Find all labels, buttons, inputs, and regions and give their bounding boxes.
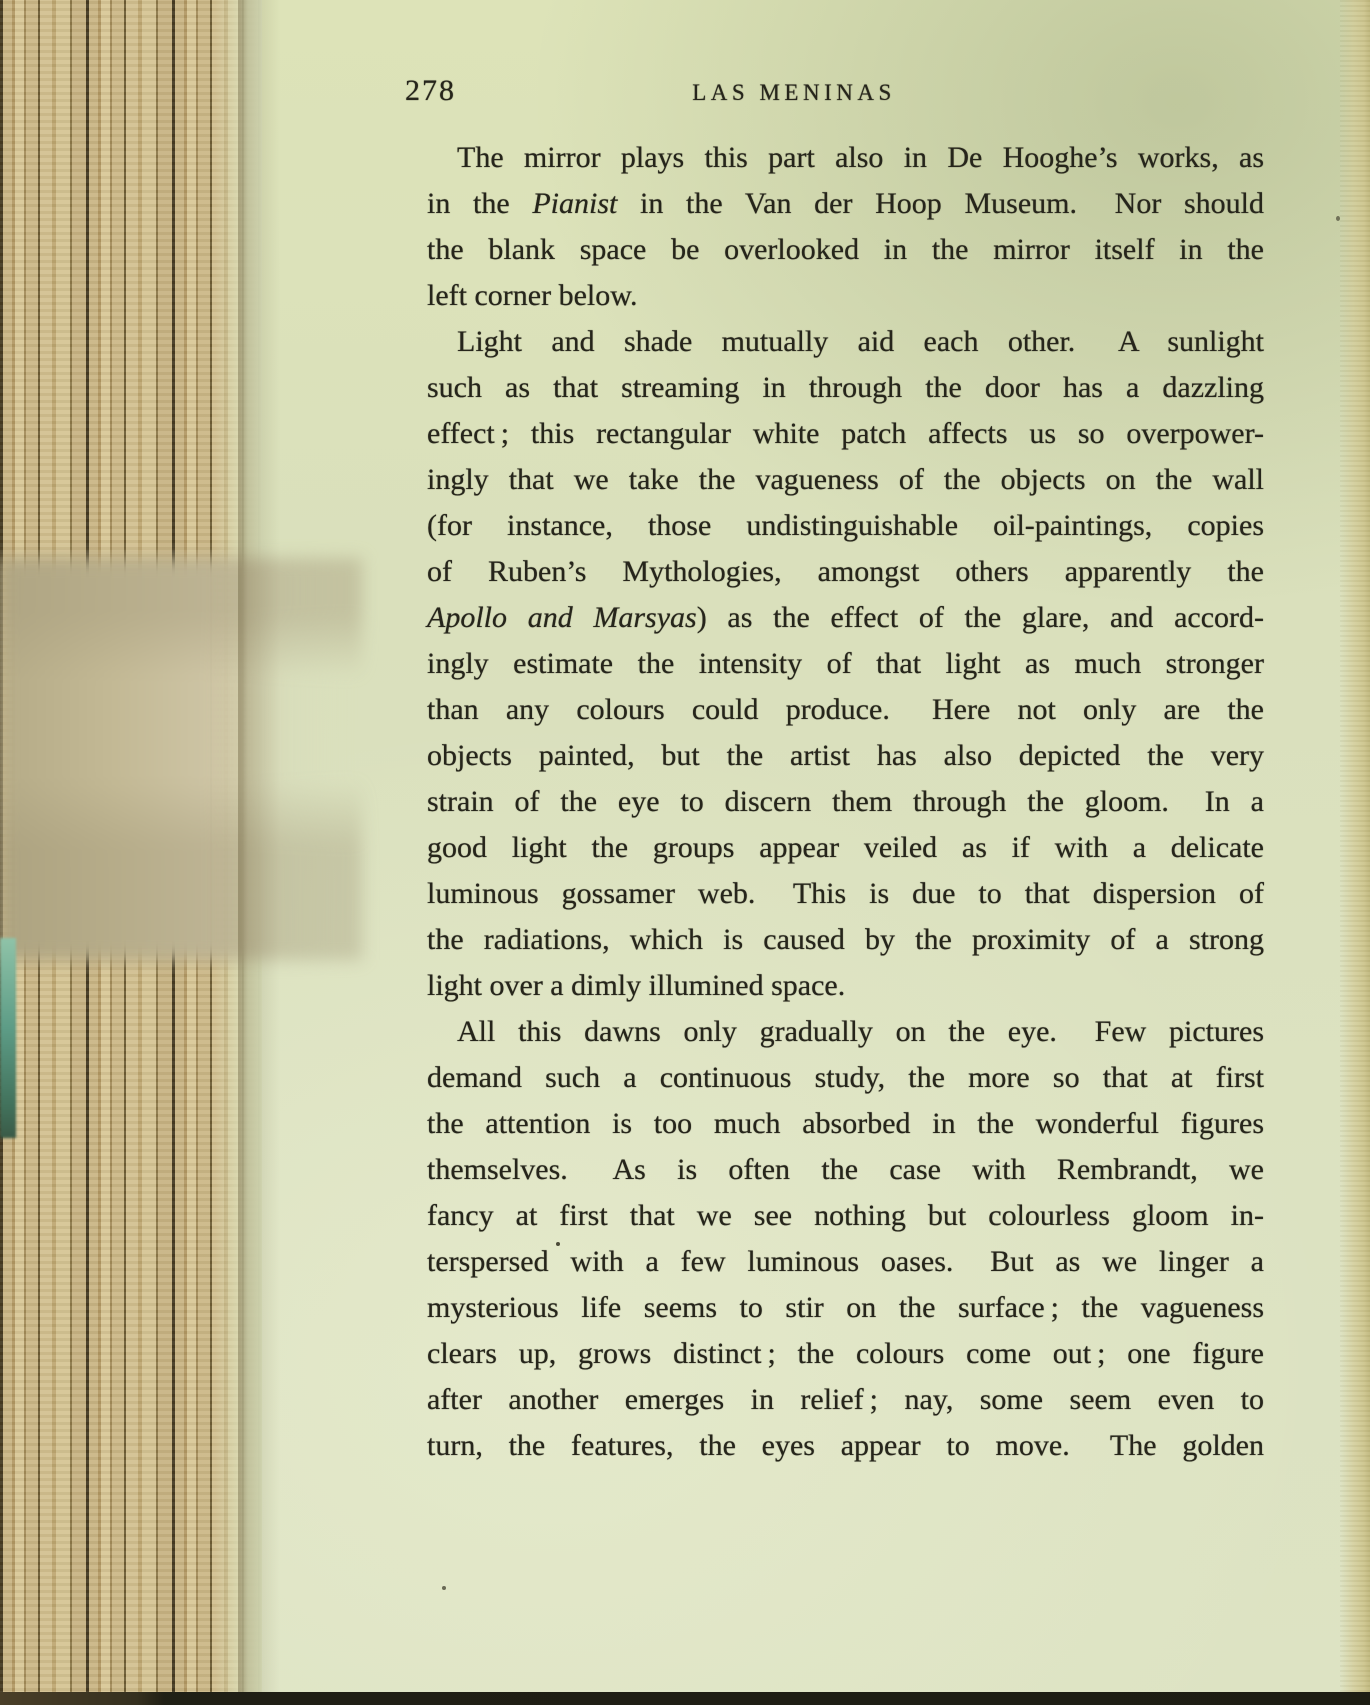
text-line: [427, 733, 1264, 779]
text-segment: Light and shade mutually aid each other. A sunlight: [457, 325, 1264, 358]
text-segment: mysterious life seems to stir on the surface ; the vagueness: [427, 1291, 1264, 1324]
text-segment: the blank space be overlooked in the mirror itself in the: [427, 233, 1264, 266]
text-block: [427, 135, 1264, 1469]
text-line: [427, 871, 1264, 917]
paragraph: [427, 135, 1264, 319]
text-segment: after another emerges in relief ; nay, some seem even to: [427, 1383, 1264, 1416]
text-segment: in the Van der Hoop Museum. Nor should: [617, 187, 1264, 220]
text-segment: fancy at first that we see nothing but colourless gloom in-: [427, 1199, 1264, 1232]
text-segment: effect ; this rectangular white patch affects us so overpower-: [427, 417, 1264, 450]
text-segment: ) as the effect of the glare, and accord-: [696, 601, 1264, 634]
running-title: LAS MENINAS: [692, 80, 896, 105]
text-segment: luminous gossamer web. This is due to that dispersion of: [427, 877, 1264, 910]
text-segment: light over a dimly illumined space.: [427, 969, 846, 1002]
text-line: [427, 227, 1264, 273]
scanner-bottom-band: [0, 1692, 1370, 1705]
text-segment: themselves. As is often the case with Rembrandt, we: [427, 1153, 1264, 1186]
text-segment: than any colours could produce. Here not only are the: [427, 693, 1264, 726]
text-line: [427, 825, 1264, 871]
text-line: [427, 135, 1264, 181]
text-segment: ingly estimate the intensity of that light as much stronger: [427, 647, 1264, 680]
dust-speck: [442, 1586, 446, 1590]
text-segment: the radiations, which is caused by the proximity of a strong: [427, 923, 1264, 956]
text-line: [427, 1239, 1264, 1285]
right-page-edge: [1340, 0, 1370, 1692]
text-segment: All this dawns only gradually on the eye. Few pictures: [457, 1015, 1264, 1048]
text-line: [427, 641, 1264, 687]
text-segment: in the: [427, 187, 533, 220]
text-segment: good light the groups appear veiled as if with a delicate: [427, 831, 1264, 864]
text-line: [427, 319, 1264, 365]
text-line: [427, 1423, 1264, 1469]
scan-smear-artifact: [0, 558, 362, 960]
text-line: [427, 457, 1264, 503]
page-number: 278: [405, 74, 456, 107]
text-segment: such as that streaming in through the door has a dazzling: [427, 371, 1264, 404]
page-header: [0, 74, 1370, 118]
text-segment: objects painted, but the artist has also depicted the very: [427, 739, 1264, 772]
paragraph: [427, 1009, 1264, 1469]
teal-edge-artifact: [0, 938, 16, 1138]
text-segment: (for instance, those undistinguishable oil-paintings, copies: [427, 509, 1264, 542]
text-line: [427, 273, 1264, 319]
paragraph: [427, 319, 1264, 1009]
text-line: [427, 963, 1264, 1009]
text-line: [427, 1009, 1264, 1055]
text-segment: clears up, grows distinct ; the colours come out ; one figure: [427, 1337, 1264, 1370]
text-segment: ingly that we take the vagueness of the objects on the wall: [427, 463, 1264, 496]
text-line: [427, 779, 1264, 825]
text-line: [427, 1331, 1264, 1377]
text-line: [427, 549, 1264, 595]
text-line: [427, 503, 1264, 549]
text-segment: left corner below.: [427, 279, 638, 312]
text-line: [427, 1377, 1264, 1423]
text-line: [427, 365, 1264, 411]
text-line: [427, 181, 1264, 227]
text-segment: demand such a continuous study, the more so that at first: [427, 1061, 1264, 1094]
text-line: [427, 1147, 1264, 1193]
text-segment: the attention is too much absorbed in the wonderful figures: [427, 1107, 1264, 1140]
text-line: [427, 595, 1264, 641]
text-line: [427, 687, 1264, 733]
page-edge-shadow: [238, 0, 280, 1705]
text-segment: The mirror plays this part also in De Hooghe’s works, as: [457, 141, 1264, 174]
text-line: [427, 917, 1264, 963]
text-segment: strain of the eye to discern them through the gloom. In a: [427, 785, 1264, 818]
text-segment: turn, the features, the eyes appear to move. The golden: [427, 1429, 1264, 1462]
italic-text-segment: Pianist: [532, 187, 618, 220]
text-segment: terspersed with a few luminous oases. But as we linger a: [427, 1245, 1264, 1278]
text-segment: of Ruben’s Mythologies, amongst others apparently the: [427, 555, 1264, 588]
dust-speck: [1336, 216, 1340, 221]
italic-text-segment: Apollo and Marsyas: [427, 601, 697, 634]
text-line: [427, 1101, 1264, 1147]
text-line: [427, 1055, 1264, 1101]
text-line: [427, 1285, 1264, 1331]
text-line: [427, 1193, 1264, 1239]
text-line: [427, 411, 1264, 457]
